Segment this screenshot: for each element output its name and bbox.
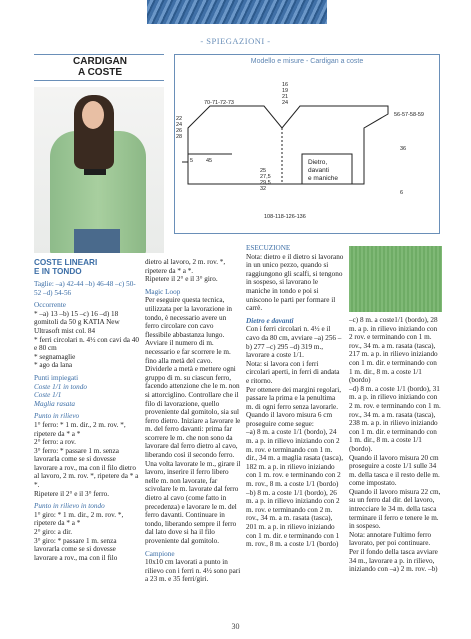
face-shape bbox=[82, 101, 104, 129]
body-text: * –a) 13 –b) 15 –c) 16 –d) 18 gomitoli da 50 g KATIA New Ultrasoft mist col. 84 bbox=[34, 309, 120, 335]
neck-label: 24 bbox=[282, 100, 289, 106]
knit-texture-image bbox=[147, 0, 327, 24]
body-text: 1° giro: * 1 m. dir., 2 m. rov. *, ripetere da * a * bbox=[34, 510, 124, 528]
section-heading: E IN TONDO bbox=[34, 267, 82, 276]
subheading: Magic Loop bbox=[145, 287, 181, 296]
body-text: * ago da lana bbox=[34, 361, 73, 370]
title-line: CARDIGAN bbox=[73, 56, 127, 67]
center-label: 32 bbox=[260, 186, 267, 192]
neck-label: 19 bbox=[282, 88, 289, 94]
body-text: Con i ferri circolari n. 4½ e il cavo da 80 cm, avviare –a) 256 –b) 277 –c) 295 –d) 319 m., lavorare a coste 1/1. bbox=[246, 325, 342, 360]
column-1 bbox=[34, 258, 139, 562]
center-label: 29,5 bbox=[260, 180, 271, 186]
body-text: –c) 8 m. a coste1/1 (bordo), 28 m. a p. in rilievo iniziando con 2 rov. e terminando con 1 m. rov., 34 m. a m. rasata (tasca), 217 m. a p. in rilievo iniziando con 1 m. dir. e terminando con 1 m. dir., 8 m. a coste 1/1 (bordo) bbox=[349, 316, 438, 385]
neck-label: 21 bbox=[282, 94, 289, 100]
body-text: Ripetere il 2° e il 3° ferro. bbox=[34, 489, 110, 498]
body-text: Maglia rasata bbox=[34, 399, 75, 408]
body-text: Coste 1/1 bbox=[34, 391, 62, 400]
column-3 bbox=[246, 244, 344, 549]
body-text: 2° ferro: a rov. bbox=[34, 438, 76, 447]
neck-label: 16 bbox=[282, 82, 289, 88]
side-label: 24 bbox=[176, 122, 183, 128]
side-label: 26 bbox=[176, 128, 183, 134]
width-label: 56-57-58-59 bbox=[394, 112, 424, 118]
column-2 bbox=[145, 258, 241, 584]
body-text: –a) 8 m. a coste 1/1 (bordo), 24 m. a p. in rilievo iniziando con 2 m. rov. e terminando con 1 m. dir., 34 m. a maglia rasata (tasca), 182 m. a p. in rilievo iniziando con 1 m. rov. e terminando con 2 m. rov., 8 m. a coste 1/1 (bordo) bbox=[246, 428, 343, 489]
dim-label: 5 bbox=[190, 158, 194, 164]
section-header: - SPIEGAZIONI - bbox=[200, 36, 271, 46]
body-text: Per il fondo della tasca avviare 34 m., lavorare a p. in rilievo, iniziando con –a) 2 m. rov. –b) bbox=[349, 548, 438, 574]
panel-label: davanti bbox=[308, 167, 329, 174]
body-text: * segnamaglie bbox=[34, 352, 76, 361]
body-text: dietro al lavoro, 2 m. rov. *, ripetere da * a *. bbox=[145, 258, 226, 275]
center-label: 27,5 bbox=[260, 174, 271, 180]
subheading: Punto in rilievo in tondo bbox=[34, 502, 105, 511]
panel-label: e maniche bbox=[308, 175, 338, 182]
subheading: Punti impiegati bbox=[34, 373, 79, 382]
knit-swatch-image bbox=[349, 246, 442, 312]
garment-outline bbox=[188, 106, 388, 184]
body-text: Quando il lavoro misura 22 cm, su un ferro dal dir. del lavoro, intrecciare le 34 m. della tasca terminare il ferro e tenere le m. in sospeso. bbox=[349, 487, 441, 531]
model-photo bbox=[34, 87, 164, 253]
subheading: Dietro e davanti bbox=[246, 316, 294, 325]
body-text: Ripetere il 2° e il 3° giro. bbox=[145, 275, 218, 284]
body-text: Nota: dietro e il dietro si lavorano in un unico pezzo, quando si raggiungono gli scalfi, si tengono in sospeso, si lavorano le maniche in tondo e poi si uniscono le parti per formare il carrè. bbox=[246, 252, 344, 313]
subheading: Occorrente bbox=[34, 301, 66, 310]
sleeve-cuff bbox=[182, 128, 188, 162]
body-text: Nota: annotare l'ultimo ferro lavorato, per poi continuare. bbox=[349, 530, 432, 548]
body-text: 3° ferro: * passare 1 m. senza lavorarla come se si dovesse lavorare a rov., ma con il filo dietro al lavoro, 2 m. rov. *, ripetere da * a *. bbox=[34, 446, 139, 490]
body-text: 3° giro: * passare 1 m. senza lavorarla come se si dovesse lavorare a rov., ma con il filo bbox=[34, 536, 118, 562]
height-label: 6 bbox=[400, 190, 404, 196]
page-number: 30 bbox=[231, 622, 240, 631]
body-text: –d) 8 m. a coste 1/1 (bordo), 31 m. a p. in rilievo iniziando con 2 m. rov. e terminando con 1 m. rov., 34 m. a m. rasata (tasca), 238 m. a p. in rilievo iniziando con 1 m. dir. e terminando con 1 m. dir., 8 m. a coste 1/1 (bordo). bbox=[349, 384, 441, 453]
body-text: Per eseguire questa tecnica, utilizzata per la lavorazione in tondo, è necessario avere un ferro circolare con cavo flessibile abbastanza lungo. Avviare il numero di m. necessario e far scorrere le m. fino alla metà del cavo. Dividerle a metà e mettere ogni gruppo di m. su ciascun ferro, facendo attenzione che le m. non si attorciglino. Controllare che il filo di lavorazione, quello proveniente dal gomitolo, sia sul ferro dietro. Iniziare a lavorare le m. del ferro davanti: prima far scorrere le m. che non sono da lavorare dal ferro dietro al cavo, liberando così il secondo ferro. Una volta lavorate le m., girare il lavoro, inserire il ferro libero nelle m. non lavorate, far scivolare le m. lavorate dal ferro dietro al cavo (come fatto in precedenza) e lavorare le m. del ferro davanti. Continuare in tondo, liberando sempre il ferro dal lato dove si ha il filo proveniente dal gomitolo. bbox=[145, 296, 241, 545]
column-4 bbox=[349, 316, 442, 574]
body-text: Per ottenere dei margini regolari, passare la prima e la penultima m. di ogni ferro senza lavorarle. bbox=[246, 385, 342, 411]
divider bbox=[34, 54, 164, 55]
shoulder-label: 70-71-72-73 bbox=[204, 100, 234, 106]
subheading: Campione bbox=[145, 549, 175, 558]
body-text: –b) 8 m. a coste 1/1 (bordo), 26 m. a p. in rilievo iniziando con 2 m. rov. e terminando con 2 m. rov., 34 m. a m. rasata (tasca), 201 m. a p. in rilievo iniziando con 1 m. dir. e terminando con 1 m. rov., 8 m. a coste 1/1 (bordo) bbox=[246, 488, 340, 549]
body-text: * ferri circolari n. 4½ con cavi da 40 e 80 cm bbox=[34, 335, 139, 353]
body-text: Nota: si lavora con i ferri circolari aperti, in ferri di andata e ritorno. bbox=[246, 359, 340, 385]
subheading: Punto in rilievo bbox=[34, 412, 80, 421]
body-text: Quando il lavoro misura 20 cm proseguire a coste 1/1 sulle 34 m. della tasca e il resto delle m. come impostato. bbox=[349, 453, 440, 488]
body-text: 1° ferro: * 1 m. dir., 2 m. rov. *, ripetere da * a * bbox=[34, 420, 126, 438]
body-text: Coste 1/1 in tondo bbox=[34, 382, 87, 391]
body-text: 10x10 cm lavorati a punto in rilievo con i ferri n. 4½ sono pari a 23 m. e 35 ferri/giri. bbox=[145, 558, 241, 584]
bottom-label: 108-118-126-136 bbox=[264, 214, 306, 220]
divider bbox=[34, 80, 164, 81]
height-label: 36 bbox=[400, 146, 407, 152]
title-line: A COSTE bbox=[77, 67, 123, 78]
pattern-schematic bbox=[174, 66, 440, 232]
side-label: 28 bbox=[176, 134, 183, 140]
body-text: 2° giro: a dir. bbox=[34, 528, 73, 537]
side-label: 22 bbox=[176, 116, 183, 122]
sizes-text: Taglie: –a) 42-44 –b) 46-48 –c) 50-52 –d) 54-56 bbox=[34, 280, 136, 297]
body-text: Quando il lavoro misura 6 cm proseguire come segue: bbox=[246, 411, 333, 428]
dim-label: 45 bbox=[206, 158, 213, 164]
panel-label: Dietro, bbox=[308, 159, 328, 166]
subheading: ESECUZIONE bbox=[246, 244, 291, 252]
page-title bbox=[40, 56, 160, 78]
jeans-shape bbox=[74, 229, 120, 253]
center-label: 25 bbox=[260, 168, 267, 174]
section-heading: COSTE LINEARI bbox=[34, 258, 98, 267]
schema-title: Modello e misure - Cardigan a coste bbox=[250, 58, 364, 65]
